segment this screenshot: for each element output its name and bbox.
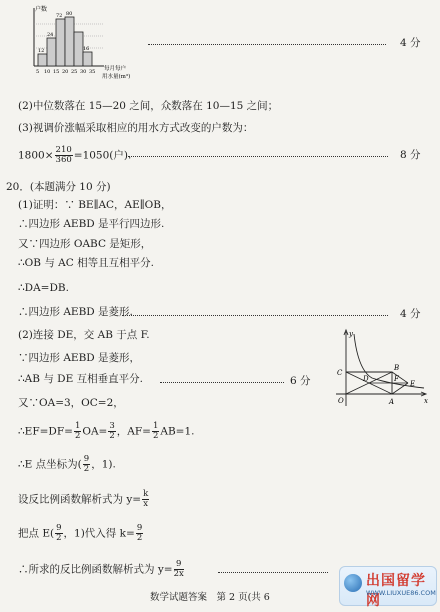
hist-tick: 35 — [89, 69, 96, 75]
proof-line: ∴所求的反比例函数解析式为 y= $\frac{9}{2x}$ — [18, 559, 184, 579]
proof-line: ∴OB 与 AC 相等且互相平分. — [18, 257, 154, 269]
watermark-title: 出国留学网 — [366, 573, 426, 609]
svg-text:F: F — [394, 375, 399, 383]
hist-bar-label: 72 — [56, 13, 63, 19]
proof-line: (2)连接 DE，交 AB 于点 F. — [18, 329, 150, 341]
hist-tick: 15 — [53, 69, 60, 75]
proof-line: ∴四边形 AEBD 是平行四边形. — [18, 218, 165, 230]
hist-xlabel: 用水量(m³) — [102, 74, 131, 80]
proof-line: ∴EF=DF= $\frac{1}{2}$ OA= $\frac{3}{2}$ ，AF= $\frac{1}{2}$ AB=1. — [18, 421, 195, 441]
proof-line: ∴E 点坐标为( $\frac{9}{2}$ ，1). — [18, 454, 116, 474]
proof-line: 又∵OA=3，OC=2， — [18, 397, 124, 409]
proof-line: ∵四边形 AEBD 是菱形， — [18, 352, 141, 364]
score: 4 分 — [400, 308, 421, 320]
hist-bar-3 — [56, 19, 65, 66]
proof-line: 设反比例函数解析式为 y= $\frac{k}{x}$ — [18, 489, 149, 509]
hist-ylabel: 户数 — [35, 6, 48, 13]
score: 8 分 — [400, 149, 421, 161]
hist-bar-6 — [83, 52, 92, 66]
hist-bar-4 — [65, 17, 74, 66]
hist-tick: 20 — [62, 69, 69, 75]
svg-text:x: x — [424, 397, 428, 405]
svg-text:y: y — [349, 330, 353, 338]
proof-line: 又∵四边形 OABC 是矩形， — [18, 238, 152, 250]
hist-tick: 5 — [36, 69, 40, 75]
hist-bar-2 — [47, 38, 56, 66]
score-leader — [122, 315, 388, 316]
answer-line: (3)视调价涨幅采取相应的用水方式改变的户数为： — [18, 122, 254, 134]
histogram-chart — [24, 4, 134, 84]
proof-line: ∴DA=DB. — [18, 282, 69, 294]
score-leader — [148, 44, 386, 45]
question-heading: 20．(本题满分 10 分) — [6, 181, 111, 193]
hist-bar-1 — [38, 54, 47, 66]
watermark-logo — [339, 566, 437, 609]
hist-xlabel: 每月每户 — [104, 66, 127, 72]
calc-line — [18, 146, 131, 165]
svg-text:C: C — [337, 369, 343, 377]
score-leader — [128, 156, 388, 157]
proof-line: ∴四边形 AEBD 是菱形. — [18, 306, 133, 318]
score: 6 分 — [290, 375, 311, 387]
svg-text:O: O — [338, 397, 344, 405]
score-leader — [160, 382, 284, 383]
proof-line: ∴AB 与 DE 互相垂直平分. — [18, 373, 143, 385]
hist-bar-label: 80 — [66, 11, 73, 17]
fraction: $\frac{210}{360}$ — [55, 145, 72, 165]
score-leader — [218, 572, 328, 573]
coordinate-graph — [330, 328, 430, 410]
svg-text:D: D — [363, 375, 369, 383]
hist-bar-5 — [74, 32, 83, 66]
proof-line: 把点 E( $\frac{9}{2}$ ，1)代入得 k= $\frac{9}{2}$ — [18, 523, 143, 543]
globe-icon — [344, 574, 362, 592]
proof-line: (1)证明：∵ BE∥AC，AE∥OB， — [18, 199, 172, 211]
svg-text:E: E — [410, 380, 416, 388]
page-footer: 数学试题答案 第 2 页(共 6 — [150, 592, 270, 603]
svg-text:B: B — [394, 364, 400, 372]
hist-tick: 25 — [71, 69, 78, 75]
hist-tick: 10 — [44, 69, 51, 75]
hist-tick: 30 — [80, 69, 87, 75]
svg-text:A: A — [389, 398, 395, 406]
hist-bar-label: 16 — [83, 46, 90, 52]
hist-bar-label: 12 — [38, 48, 45, 54]
calc-prefix: 1800× — [18, 149, 54, 162]
hist-bar-label: 24 — [47, 32, 54, 38]
score: 4 分 — [400, 37, 421, 49]
calc-result: =1050(户). — [73, 149, 132, 162]
watermark-url: WWW.LIUXUE86.COM — [366, 589, 436, 597]
answer-line: (2)中位数落在 15—20 之间，众数落在 10—15 之间； — [18, 100, 279, 112]
